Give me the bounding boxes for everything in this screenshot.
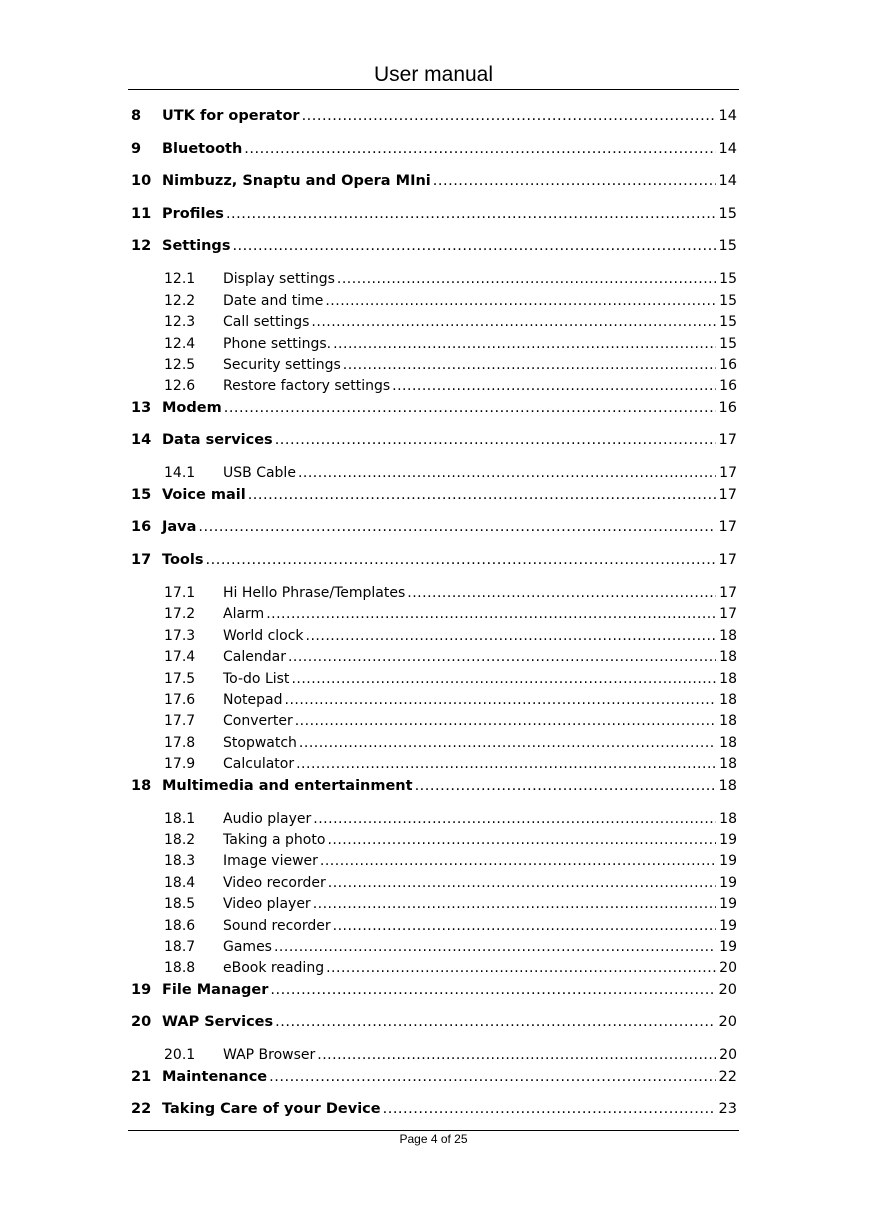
dot-leader [275, 1012, 715, 1032]
toc-entry-number: 17.1 [164, 585, 196, 601]
toc-entry-title: Taking a photo [223, 832, 326, 848]
toc-entry-page: 15 [719, 314, 737, 331]
toc-entry-number: 8 [131, 108, 142, 124]
toc-entry-title: Profiles [162, 205, 224, 222]
toc-entry-number: 17.9 [164, 756, 196, 773]
dot-leader [295, 711, 716, 731]
toc-entry-page: 20 [718, 981, 737, 998]
toc-subentry[interactable] [164, 711, 737, 731]
toc-entry-number: 22 [131, 1101, 152, 1118]
toc-entry-number: 18.5 [164, 896, 196, 913]
toc-entry[interactable] [131, 106, 737, 126]
page-number-label: Page 4 of 25 [399, 1132, 468, 1146]
toc-entry-number: 21 [131, 1068, 152, 1085]
toc-entry-number: 18.8 [164, 960, 196, 977]
toc-entry-title: Calendar [223, 649, 286, 666]
toc-entry-number: 16 [131, 519, 152, 536]
dot-leader [327, 830, 716, 850]
toc-entry-number: 20 [131, 1014, 152, 1031]
dot-leader [298, 463, 716, 483]
toc-entry-page: 20 [718, 1014, 737, 1031]
dot-leader [333, 916, 717, 936]
toc-entry-title: Image viewer [223, 853, 318, 870]
toc-entry-page: 15 [718, 238, 737, 255]
toc-entry-number: 10 [131, 173, 152, 190]
toc-entry-page: 23 [718, 1101, 737, 1118]
toc-entry-number: 12.1 [164, 271, 196, 288]
toc-entry-page: 17 [718, 432, 737, 449]
toc-entry-page: 17 [718, 486, 737, 503]
toc-entry-title: Games [223, 939, 272, 955]
toc-entry-title: World clock [223, 627, 304, 644]
toc-entry-page: 15 [719, 271, 737, 288]
toc-entry-page: 16 [718, 399, 737, 416]
dot-leader [206, 550, 716, 570]
dot-leader [274, 937, 716, 957]
toc-entry-number: 9 [131, 140, 142, 157]
toc-entry-title: Modem [162, 399, 222, 416]
dot-leader [392, 376, 716, 396]
toc-entry-number: 18.2 [164, 832, 196, 848]
dot-leader [306, 626, 717, 646]
toc-entry-page: 18 [719, 810, 737, 827]
dot-leader [285, 690, 717, 710]
dot-leader [433, 171, 716, 191]
toc-subentry[interactable] [164, 851, 737, 871]
toc-entry-number: 12.6 [164, 378, 196, 395]
dot-leader [296, 754, 716, 774]
toc-entry[interactable] [131, 776, 737, 796]
toc-entry-number: 12.4 [164, 335, 196, 352]
toc-subentry[interactable] [164, 690, 737, 710]
dot-leader [302, 106, 716, 126]
toc-entry-number: 17.5 [164, 670, 196, 687]
dot-leader [325, 291, 716, 311]
dot-leader [248, 485, 716, 505]
dot-leader [198, 517, 715, 537]
toc-entry-page: 18 [718, 777, 737, 794]
toc-entry-title: Video recorder [223, 874, 326, 891]
toc-entry-number: 18.6 [164, 917, 196, 934]
toc-entry[interactable] [131, 980, 737, 1000]
toc-entry-title: Video player [223, 896, 311, 913]
toc-subentry[interactable] [164, 604, 737, 624]
toc-entry-page: 17 [718, 519, 737, 536]
dot-leader [383, 1099, 716, 1119]
dot-leader [317, 1045, 716, 1065]
dot-leader [269, 1067, 715, 1087]
toc-entry-page: 17 [719, 585, 737, 601]
toc-entry[interactable] [131, 550, 737, 570]
dot-leader [337, 269, 716, 289]
toc-entry-title: Phone settings. [223, 335, 332, 352]
toc-entry-title: Maintenance [162, 1068, 268, 1085]
toc-entry-page: 18 [719, 627, 737, 644]
toc-subentry[interactable] [164, 809, 737, 829]
toc-entry-number: 18.1 [164, 810, 196, 827]
toc-entry-title: Nimbuzz, Snaptu and Opera MIni [162, 173, 431, 190]
toc-entry-page: 18 [719, 756, 737, 773]
toc-subentry[interactable] [164, 873, 737, 893]
toc-subentry[interactable] [164, 626, 737, 646]
toc-entry[interactable] [131, 398, 737, 418]
toc-entry[interactable] [131, 236, 737, 256]
toc-entry-title: To-do List [223, 670, 290, 687]
toc-entry-page: 16 [719, 357, 737, 373]
toc-entry-number: 12 [131, 238, 152, 255]
toc-subentry[interactable] [164, 937, 737, 957]
toc-entry-number: 18.4 [164, 874, 196, 891]
toc-subentry[interactable] [164, 958, 737, 978]
dot-leader [291, 669, 716, 689]
toc-entry-page: 19 [719, 853, 737, 870]
dot-leader [326, 958, 716, 978]
toc-subentry[interactable] [164, 291, 737, 311]
toc-entry-page: 18 [719, 734, 737, 751]
toc-entry-page: 14 [718, 108, 737, 124]
toc-entry-number: 11 [131, 205, 152, 222]
dot-leader [343, 355, 716, 375]
toc-subentry[interactable] [164, 733, 737, 753]
toc-entry-title: Calculator [223, 756, 295, 773]
toc-entry[interactable] [131, 430, 737, 450]
toc-entry-number: 12.2 [164, 292, 196, 309]
dot-leader [224, 398, 716, 418]
dot-leader [320, 851, 716, 871]
toc-entry-page: 17 [718, 552, 737, 568]
dot-leader [275, 430, 716, 450]
dot-leader [270, 980, 715, 1000]
toc-entry-page: 19 [719, 832, 737, 848]
toc-entry-page: 18 [719, 670, 737, 687]
dot-leader [299, 733, 716, 753]
toc-entry-title: Taking Care of your Device [162, 1101, 381, 1118]
toc-subentry[interactable] [164, 916, 737, 936]
toc-entry-title: Stopwatch [223, 734, 297, 751]
toc-entry[interactable] [131, 1099, 737, 1119]
dot-leader [328, 873, 716, 893]
toc-entry-number: 17.7 [164, 713, 196, 730]
toc-entry-number: 17.6 [164, 692, 196, 708]
toc-entry-title: Converter [223, 713, 293, 730]
toc-entry-number: 12.5 [164, 357, 196, 373]
toc-subentry[interactable] [164, 669, 737, 689]
toc-entry[interactable] [131, 517, 737, 537]
toc-entry-page: 20 [719, 1047, 737, 1064]
toc-entry-title: Multimedia and entertainment [162, 777, 413, 794]
toc-entry-title: Display settings [223, 271, 335, 288]
dot-leader [407, 583, 716, 603]
toc-entry[interactable] [131, 171, 737, 191]
toc-entry-page: 19 [719, 939, 737, 955]
toc-entry-page: 15 [719, 292, 737, 309]
toc-entry-page: 20 [719, 960, 737, 977]
toc-entry-title: Date and time [223, 292, 324, 309]
toc-entry-number: 18.3 [164, 853, 196, 870]
toc-entry-title: USB Cable [223, 465, 296, 482]
toc-entry-number: 17.2 [164, 606, 196, 623]
toc-subentry[interactable] [164, 830, 737, 850]
toc-entry-title: Sound recorder [223, 917, 331, 934]
toc-entry-title: Restore factory settings [223, 378, 391, 395]
document-title: User manual [373, 63, 494, 86]
dot-leader [232, 236, 715, 256]
toc-entry-title: WAP Browser [223, 1047, 316, 1064]
toc-entry-title: Notepad [223, 692, 283, 708]
toc-entry[interactable] [131, 139, 737, 159]
toc-subentry[interactable] [164, 754, 737, 774]
toc-entry-title: File Manager [162, 981, 269, 998]
toc-entry-page: 19 [719, 917, 737, 934]
toc-entry-number: 17 [131, 552, 152, 568]
toc-entry-title: Hi Hello Phrase/Templates [223, 585, 406, 601]
toc-entry-page: 17 [719, 606, 737, 623]
toc-entry-page: 14 [718, 173, 737, 190]
toc-entry-number: 15 [131, 486, 152, 503]
toc-entry-number: 17.3 [164, 627, 196, 644]
toc-entry-number: 20.1 [164, 1047, 196, 1064]
toc-entry-page: 18 [719, 649, 737, 666]
toc-entry-number: 14.1 [164, 465, 196, 482]
toc-entry-title: WAP Services [162, 1014, 274, 1031]
toc-entry-number: 14 [131, 432, 152, 449]
toc-entry-number: 17.4 [164, 649, 196, 666]
toc-entry-number: 13 [131, 399, 152, 416]
toc-entry-title: Audio player [223, 810, 312, 827]
toc-entry-title: Data services [162, 432, 273, 449]
dot-leader [313, 809, 716, 829]
dot-leader [333, 334, 716, 354]
toc-entry-page: 19 [719, 896, 737, 913]
toc-subentry[interactable] [164, 894, 737, 914]
toc-entry-number: 18 [131, 777, 152, 794]
toc-entry-page: 16 [719, 378, 737, 395]
toc-entry-title: Alarm [223, 606, 265, 623]
toc-entry[interactable] [131, 1012, 737, 1032]
toc-entry-title: eBook reading [223, 960, 325, 977]
toc-entry-title: Bluetooth [162, 140, 243, 157]
toc-subentry[interactable] [164, 583, 737, 603]
toc-entry-page: 22 [718, 1068, 737, 1085]
toc-entry-page: 18 [719, 692, 737, 708]
dot-leader [313, 894, 716, 914]
toc-entry-page: 18 [719, 713, 737, 730]
toc-subentry[interactable] [164, 269, 737, 289]
footer-divider [128, 1130, 739, 1131]
toc-entry-title: UTK for operator [162, 108, 300, 124]
toc-subentry[interactable] [164, 463, 737, 483]
toc-entry-title: Voice mail [162, 486, 246, 503]
toc-subentry[interactable] [164, 647, 737, 667]
toc-entry-title: Security settings [223, 357, 341, 373]
dot-leader [266, 604, 716, 624]
toc-entry-page: 15 [719, 335, 737, 352]
toc-entry-page: 17 [719, 465, 737, 482]
toc-subentry[interactable] [164, 355, 737, 375]
dot-leader [244, 139, 715, 159]
toc-entry-page: 14 [718, 140, 737, 157]
toc-subentry[interactable] [164, 312, 737, 332]
dot-leader [415, 776, 716, 796]
toc-entry[interactable] [131, 1067, 737, 1087]
toc-entry-page: 19 [719, 874, 737, 891]
dot-leader [311, 312, 716, 332]
toc-entry-number: 17.8 [164, 734, 196, 751]
toc-entry-number: 18.7 [164, 939, 196, 955]
toc-entry[interactable] [131, 485, 737, 505]
toc-subentry[interactable] [164, 1045, 737, 1065]
dot-leader [226, 204, 716, 224]
toc-entry-title: Tools [162, 552, 204, 568]
toc-entry-number: 12.3 [164, 314, 196, 331]
toc-entry[interactable] [131, 204, 737, 224]
toc-entry-title: Java [162, 519, 197, 536]
toc-entry-page: 15 [718, 205, 737, 222]
toc-entry-title: Settings [162, 238, 231, 255]
dot-leader [288, 647, 716, 667]
toc-subentry[interactable] [164, 334, 737, 354]
toc-subentry[interactable] [164, 376, 737, 396]
toc-entry-number: 19 [131, 981, 152, 998]
toc-entry-title: Call settings [223, 314, 310, 331]
